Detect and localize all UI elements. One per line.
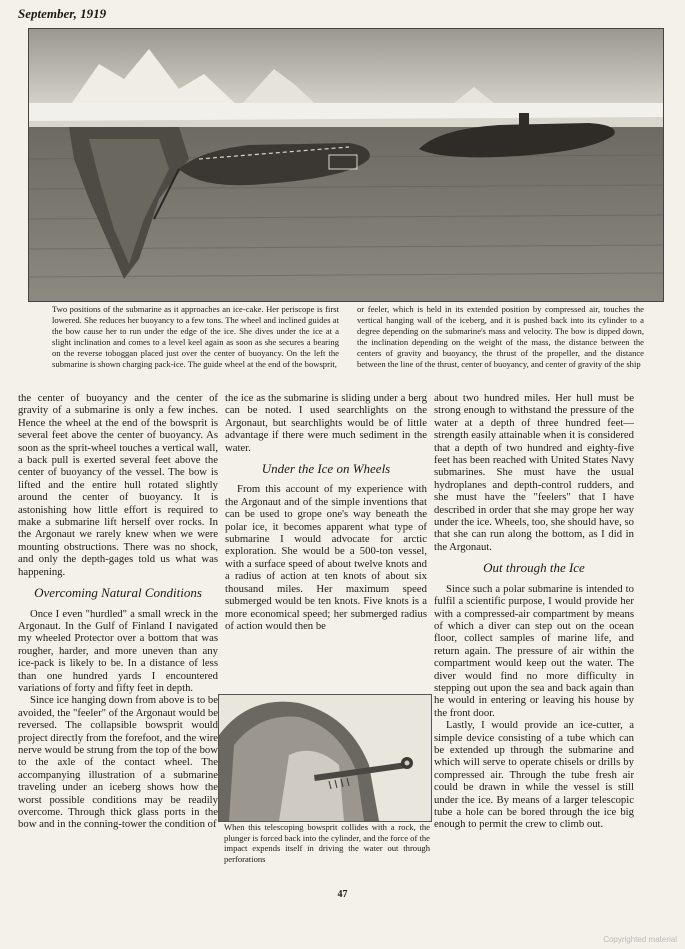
bowsprit-caption: When this telescoping bowsprit collides with a rock, the plunger is forced back into the cylinder, and the force of the impact expends itself in driving the water out through perforations bbox=[224, 822, 430, 864]
col3-paragraph-3: Lastly, I would provide an ice-cutter, a simple device consisting of a tube which can be extended up through the submarine and which will serve to operate chisels or drills by compressed air. Through the tube fresh air could be drawn in while the vessel is still under the ice. By means of a larger telescopic tube a hole can be bored through the ice big enough to permit the crew to climb out. bbox=[434, 719, 634, 831]
page-number: 47 bbox=[337, 889, 348, 900]
heading-under-the-ice-on-wheels: Under the Ice on Wheels bbox=[261, 461, 391, 477]
col3-paragraph-2: Since such a polar submarine is intended to fulfil a scientific purpose, I would provide her with a compressed-air compartment by means of which a diver can step out on the ocean floor, collect samples of marine life, and return again. The pressure of air within the compartment would keep out the water. The diver would find no more difficulty in stepping out upon the sea and back again than he would in entering or leaving his house by the front door. bbox=[434, 582, 634, 719]
heading-out-through-the-ice: Out through the Ice bbox=[483, 560, 585, 576]
top-caption-right: or feeler, which is held in its extended position by compressed air, touches the vertical hanging wall of the iceberg, and it is pushed back into its cylinder to a degree depending on the submarine's mass and velocity. The bow is dipped down, the inclination depending on the weight of the mass, the distance between the centers of gravity and buoyancy, the thrust of the propeller, and the distance between the line of the thrust, center of buoyancy, and center of gravity of the ship bbox=[357, 304, 644, 369]
iceberg-submarine-illustration bbox=[28, 28, 664, 302]
col1-paragraph-2: Once I even "hurdled" a small wreck in the Argonaut. In the Gulf of Finland I navigated my wheeled Protector over a bottom that was rougher, harder, and more uneven than any ice-pack is likely to be. In a distance of less than one hundred yards I encountered variations of forty and fifty feet in depth. bbox=[18, 607, 218, 694]
heading-overcoming-natural-conditions: Overcoming Natural Conditions bbox=[34, 585, 202, 601]
column-1 bbox=[18, 392, 218, 831]
column-3 bbox=[434, 392, 634, 831]
col3-paragraph-1: about two hundred miles. Her hull must be strong enough to withstand the pressure of the water at a depth of three hundred feet—strength easily attainable when it is considered that a depth of two hundred and eighty-five feet has been reached with United States Navy submarines. She must have the usual hydroplanes and depth-control rudders, and she must have the "feelers" that I have described in order that she may grope her way under the ice. Wheels, too, she should have, so that she can run along the bottom, as I did in the Argonaut. bbox=[434, 392, 634, 553]
col1-paragraph-1: the center of buoyancy and the center of gravity of a submarine is only a few inches. Hence the wheel at the end of the bowsprit is several feet above the center of buoyancy. As soon as the sprit-wheel touches a vertical wall, a back pull is exerted several feet above the center of buoyancy of the vessel. The bow is lifted and the entire hull rotated slightly around the center of buoyancy. It is astonishing how little effort is required to make a submarine lift herself over rocks. In the Argonaut we rarely knew when we were mounting obstructions. There was no shock, and only the depth-gages told us what was happening. bbox=[18, 392, 218, 578]
col1-paragraph-3: Since ice hanging down from above is to be avoided, the "feeler" of the Argonaut would be reversed. The collapsible bowsprit would project directly from the forefoot, and the wire nerve would be strung from the top of the bow to the axle of the contact wheel. The accompanying illustration of a submarine traveling under an iceberg shows how the worst possible conditions may be readily overcome. Through thick glass ports in the bow and in the conning-tower the condition of bbox=[18, 694, 218, 831]
column-2 bbox=[225, 392, 427, 632]
col2-paragraph-2: From this account of my experience with the Argonaut and of the simple inventions that can be used to grope one's way beneath the polar ice, it becomes apparent what type of submarine I would advocate for arctic exploration. She would be a 500-ton vessel, with a surface speed of about twelve knots and a radius of action at ten knots of about six thousand miles. Her maximum speed submerged would be ten knots. Five knots is a more economical speed; her submerged radius of action would then be bbox=[225, 483, 427, 632]
page-header-date: September, 1919 bbox=[18, 6, 107, 21]
top-illustration-caption bbox=[52, 304, 644, 370]
copyright-watermark: Copyrighted material bbox=[603, 935, 677, 944]
col2-paragraph-1: the ice as the submarine is sliding under a berg can be noted. I used searchlights on the Argonaut, but searchlights would be of little advantage if there were much sediment in the water. bbox=[225, 392, 427, 454]
bowsprit-illustration bbox=[218, 694, 432, 822]
top-caption-left: Two positions of the submarine as it approaches an ice-cake. Her periscope is first lowered. She reduces her buoyancy to a few tons. The wheel and inclined guides at the bow cause her to run under the edge of the ice. She dives under the ice at a slight inclination and comes to a level keel again as soon as she secures a bearing on the reverse toboggan placed just over the center of buoyancy. On the left the submarine is shown charging pack-ice. The guide wheel at the end of the bowsprit, bbox=[52, 304, 339, 369]
